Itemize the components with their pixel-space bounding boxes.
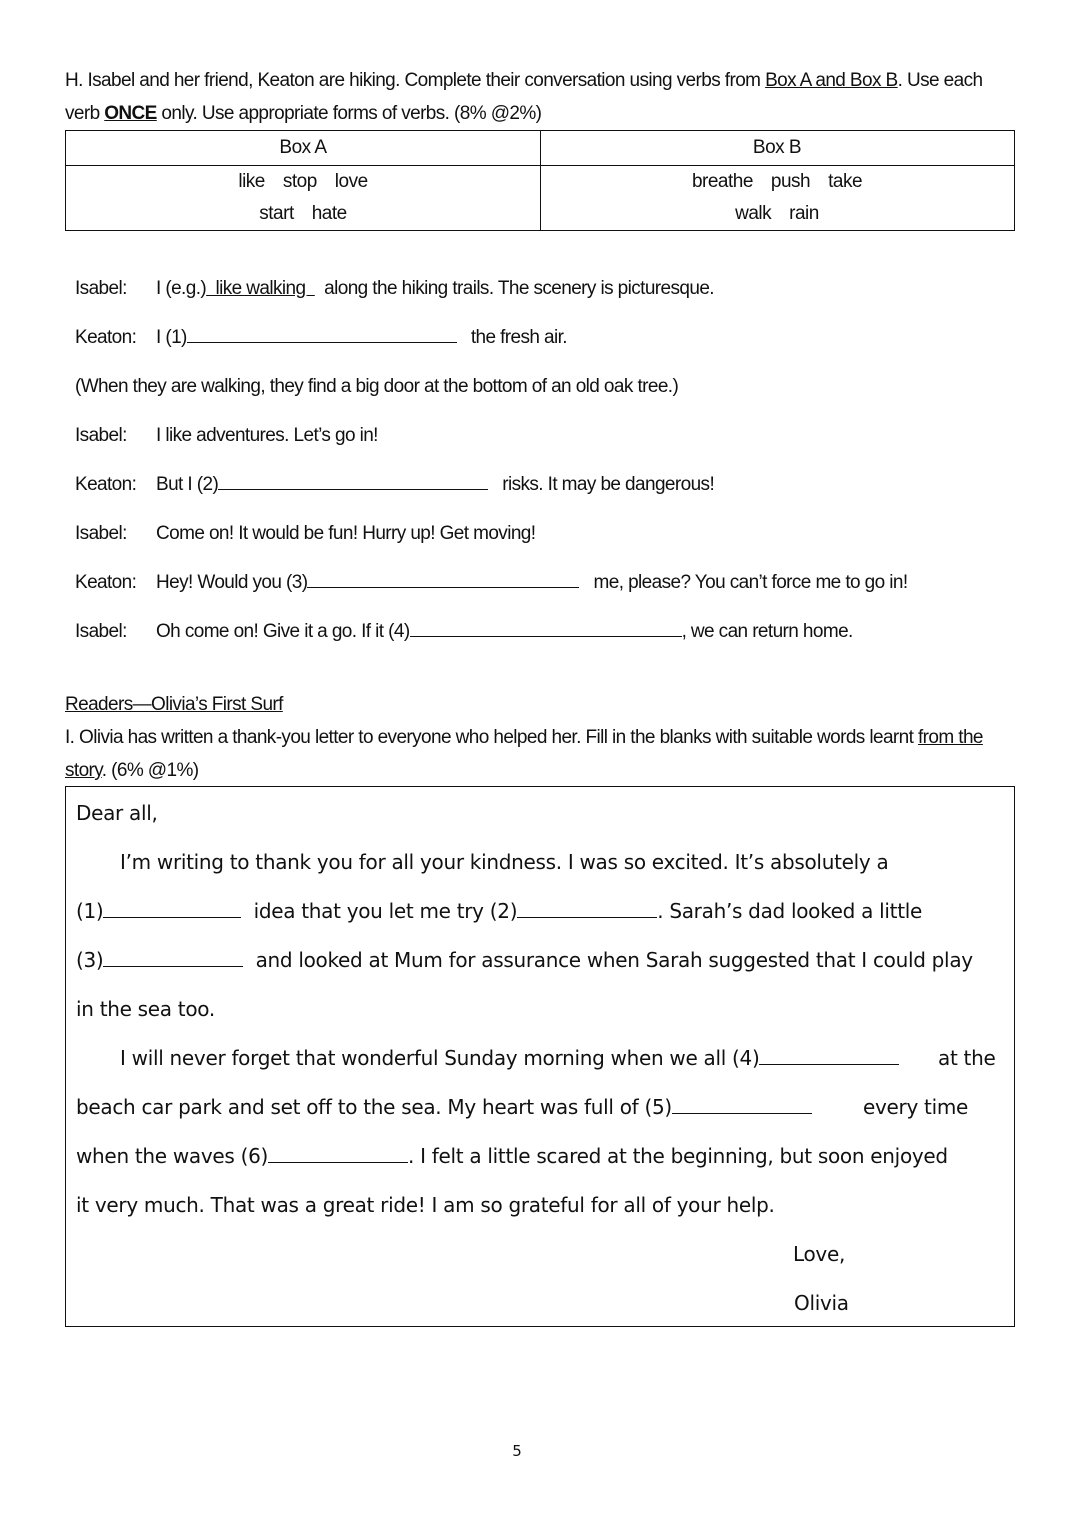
- letter-greeting: Dear all,: [76, 801, 158, 825]
- verb-word: breathe: [691, 171, 753, 192]
- letter-line: it very much. That was a great ride! I am so grateful for all of your help.: [76, 1193, 775, 1217]
- section-h-instruction-line2: [65, 103, 541, 125]
- thank-you-letter-box: [65, 786, 1015, 1327]
- dialogue-line-1: [156, 327, 567, 349]
- page-number: 5: [512, 1442, 522, 1460]
- dialogue-line-3: [156, 572, 908, 594]
- instruction-text: . (6% @1%): [101, 760, 199, 781]
- speaker-label: Isabel:: [75, 278, 127, 299]
- table-divider: [66, 165, 1014, 166]
- blank-number: (1): [76, 899, 104, 923]
- dialogue-line-2: [156, 474, 714, 496]
- box-b-row1: [540, 171, 1014, 193]
- letter-text: . I felt a little scared at the beginning, but soon enjoyed: [408, 1144, 948, 1168]
- letter-line-blanks-1-2: [76, 899, 922, 923]
- verb-word: walk: [735, 203, 772, 224]
- letter-line-blank-3: [76, 948, 973, 972]
- letter-text: I will never forget that wonderful Sunday morning when we all (4): [120, 1046, 760, 1070]
- dialogue-line-example: [156, 278, 714, 300]
- letter-blank-2[interactable]: [517, 903, 657, 918]
- box-b-row2: [540, 203, 1014, 225]
- instruction-text: H. Isabel and her friend, Keaton are hiking. Complete their conversation using verbs from: [65, 70, 766, 91]
- verb-word: stop: [282, 171, 317, 192]
- answer-blank-3[interactable]: [307, 573, 579, 588]
- verb-word: start: [259, 203, 294, 224]
- letter-line: in the sea too.: [76, 997, 215, 1021]
- letter-blank-6[interactable]: [268, 1148, 408, 1163]
- instruction-text: verb: [65, 103, 105, 124]
- letter-blank-1[interactable]: [103, 903, 241, 918]
- dialogue-line: I like adventures. Let’s go in!: [156, 425, 378, 446]
- answer-blank-4[interactable]: [410, 622, 682, 637]
- instruction-underlined: from the: [917, 727, 983, 748]
- verb-word: take: [828, 171, 863, 192]
- letter-text: beach car park and set off to the sea. My heart was full of (5): [76, 1095, 672, 1119]
- speaker-label: Keaton:: [75, 474, 137, 495]
- dialogue-text: risks. It may be dangerous!: [502, 474, 715, 495]
- letter-text: and looked at Mum for assurance when Sarah suggested that I could play: [255, 948, 973, 972]
- verb-word: like: [238, 171, 265, 192]
- instruction-text: . Use each: [897, 70, 983, 91]
- example-answer: like walking: [206, 278, 315, 299]
- verb-box-table: [65, 130, 1015, 231]
- speaker-label: Isabel:: [75, 425, 127, 446]
- letter-line: I’m writing to thank you for all your kindness. I was so excited. It’s absolutely a: [120, 850, 889, 874]
- letter-line-blank-4: [120, 1046, 899, 1070]
- readers-instruction-line1: [65, 727, 983, 749]
- box-a-title: Box A: [279, 137, 327, 158]
- dialogue-text: Oh come on! Give it a go. If it (4): [156, 621, 410, 642]
- instruction-text: only. Use appropriate forms of verbs. (8% @2%): [156, 103, 542, 124]
- instruction-underlined: story: [65, 760, 102, 781]
- answer-blank-1[interactable]: [187, 328, 457, 343]
- dialogue-text: me, please? You can’t force me to go in!: [593, 572, 908, 593]
- speaker-label: Isabel:: [75, 621, 127, 642]
- verb-word: love: [334, 171, 368, 192]
- verb-word: push: [770, 171, 811, 192]
- verb-word: hate: [311, 203, 347, 224]
- dialogue-text: I (1): [156, 327, 187, 348]
- letter-blank-5[interactable]: [672, 1099, 812, 1114]
- instruction-underlined: Box A and Box B: [765, 70, 898, 91]
- readers-instruction-line2: [65, 760, 198, 782]
- dialogue-text: I (e.g.): [156, 278, 207, 299]
- dialogue-text: But I (2): [156, 474, 219, 495]
- speaker-label: Keaton:: [75, 327, 137, 348]
- letter-text: . Sarah’s dad looked a little: [657, 899, 923, 923]
- speaker-label: Keaton:: [75, 572, 137, 593]
- dialogue-text: the fresh air.: [470, 327, 567, 348]
- narration-line: (When they are walking, they find a big door at the bottom of an old oak tree.): [75, 376, 679, 397]
- letter-blank-3[interactable]: [103, 952, 243, 967]
- instruction-text: I. Olivia has written a thank-you letter to everyone who helped her. Fill in the blanks with suitable words learnt: [65, 727, 918, 748]
- letter-text-end: at the: [938, 1046, 996, 1070]
- letter-closing: Love,: [793, 1242, 846, 1266]
- box-a-row2: [66, 203, 540, 225]
- letter-line-blank-6: [76, 1144, 948, 1168]
- letter-blank-4[interactable]: [759, 1050, 899, 1065]
- dialogue-text: , we can return home.: [681, 621, 853, 642]
- answer-blank-2[interactable]: [218, 475, 488, 490]
- once-emphasis: ONCE: [104, 103, 157, 124]
- letter-line-blank-5: [76, 1095, 812, 1119]
- box-b-title: Box B: [752, 137, 802, 158]
- letter-text-end: every time: [863, 1095, 969, 1119]
- speaker-label: Isabel:: [75, 523, 127, 544]
- readers-heading: Readers—Olivia’s First Surf: [65, 694, 283, 715]
- dialogue-text: along the hiking trails. The scenery is picturesque.: [324, 278, 714, 299]
- letter-signature: Olivia: [794, 1291, 849, 1315]
- dialogue-line-4: [156, 621, 853, 643]
- letter-text: idea that you let me try (2): [253, 899, 518, 923]
- box-a-row1: [66, 171, 540, 193]
- letter-text: when the waves (6): [76, 1144, 269, 1168]
- dialogue-line: Come on! It would be fun! Hurry up! Get moving!: [156, 523, 536, 544]
- blank-number: (3): [76, 948, 104, 972]
- dialogue-text: Hey! Would you (3): [156, 572, 308, 593]
- section-h-instruction-line1: [65, 70, 982, 92]
- verb-word: rain: [789, 203, 819, 224]
